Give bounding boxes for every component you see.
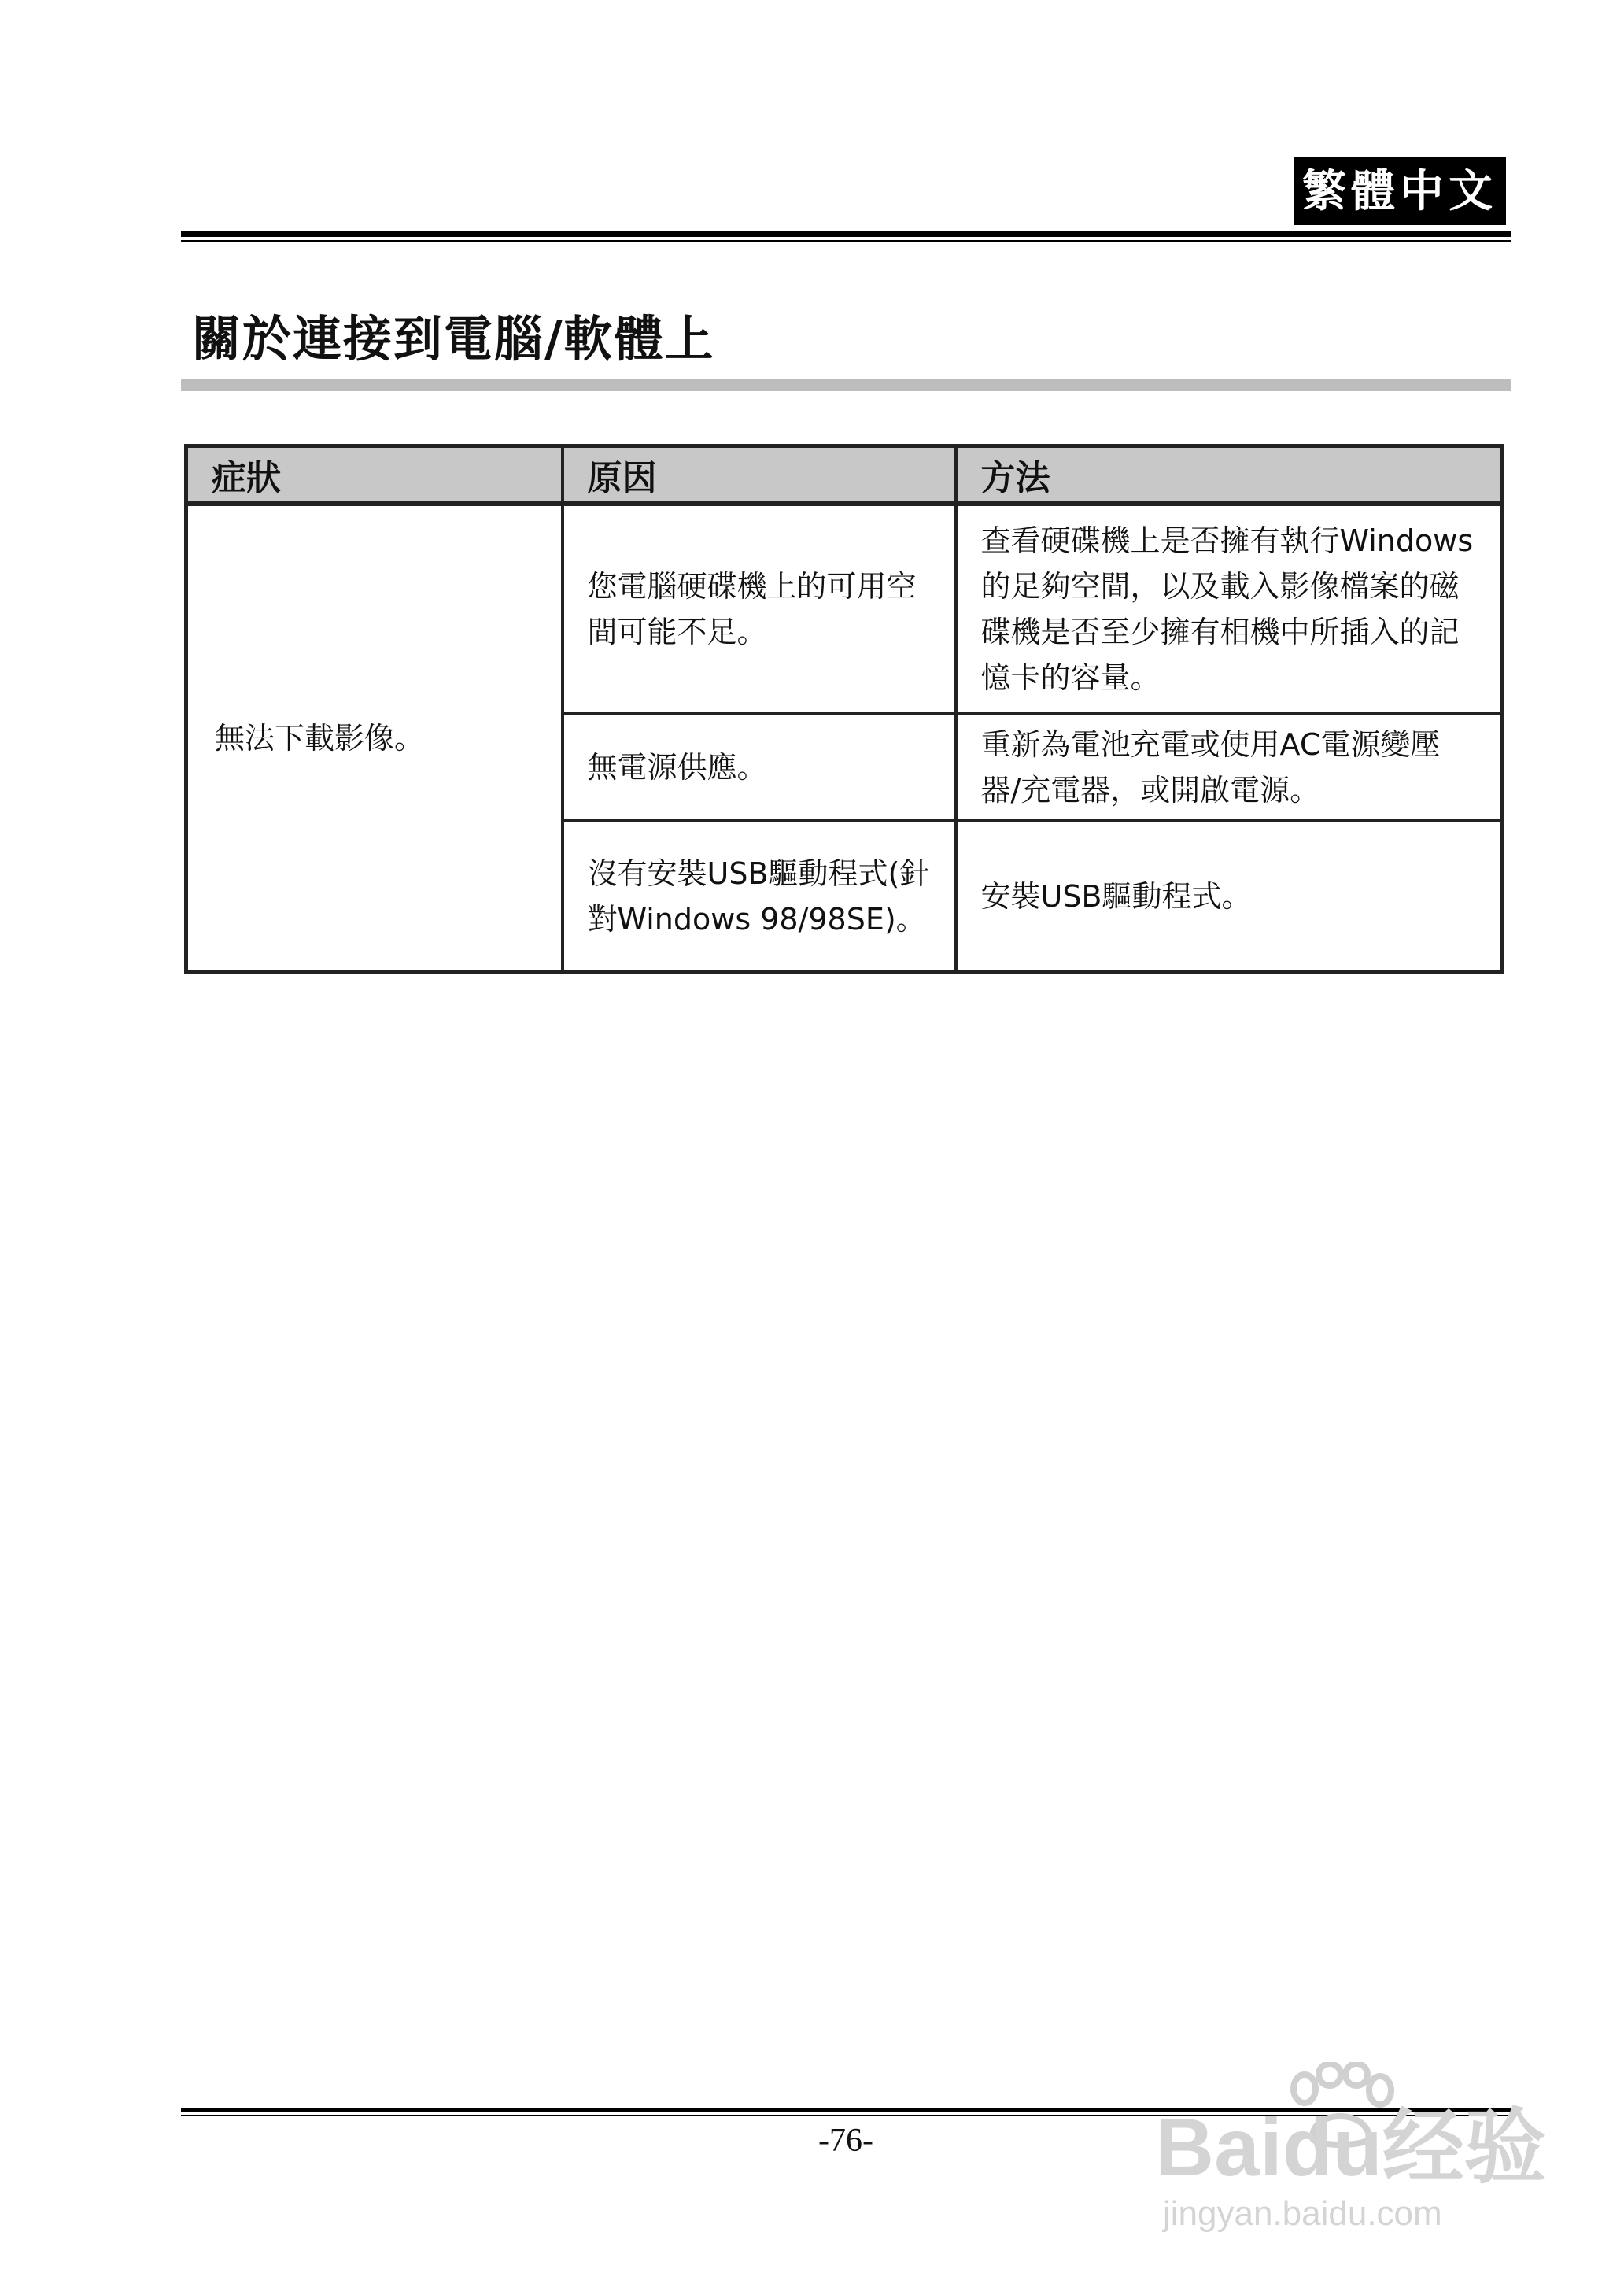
cause-cell: 沒有安裝USB驅動程式(針對Windows 98/98SE)。 bbox=[563, 821, 956, 973]
column-header-solution: 方法 bbox=[956, 446, 1502, 504]
title-underline bbox=[181, 379, 1511, 391]
cause-cell: 您電腦硬碟機上的可用空間可能不足。 bbox=[563, 504, 956, 714]
watermark-url: jingyan.baidu.com bbox=[1163, 2194, 1442, 2233]
section-title: 關於連接到電腦/軟體上 bbox=[192, 310, 715, 368]
watermark-brand: Baidu经验 bbox=[1155, 2102, 1546, 2193]
table-row bbox=[186, 504, 1502, 714]
header-divider-thin bbox=[181, 240, 1511, 242]
solution-cell: 重新為電池充電或使用AC電源變壓器/充電器，或開啟電源。 bbox=[956, 714, 1502, 821]
solution-cell: 安裝USB驅動程式。 bbox=[956, 821, 1502, 973]
column-header-cause: 原因 bbox=[563, 446, 956, 504]
page-number: -76- bbox=[818, 2123, 873, 2159]
solution-cell: 查看硬碟機上是否擁有執行Windows的足夠空間，以及載入影像檔案的磁碟機是否至少擁有相機中所插入的記憶卡的容量。 bbox=[956, 504, 1502, 714]
symptom-cell: 無法下載影像。 bbox=[186, 504, 563, 973]
baidu-watermark bbox=[1155, 2062, 1546, 2235]
column-header-symptom: 症狀 bbox=[186, 446, 563, 504]
cause-cell: 無電源供應。 bbox=[563, 714, 956, 821]
header-divider bbox=[181, 231, 1511, 237]
language-badge: 繁體中文 bbox=[1294, 157, 1506, 225]
table-header-row bbox=[186, 446, 1502, 504]
troubleshooting-table bbox=[184, 444, 1504, 974]
